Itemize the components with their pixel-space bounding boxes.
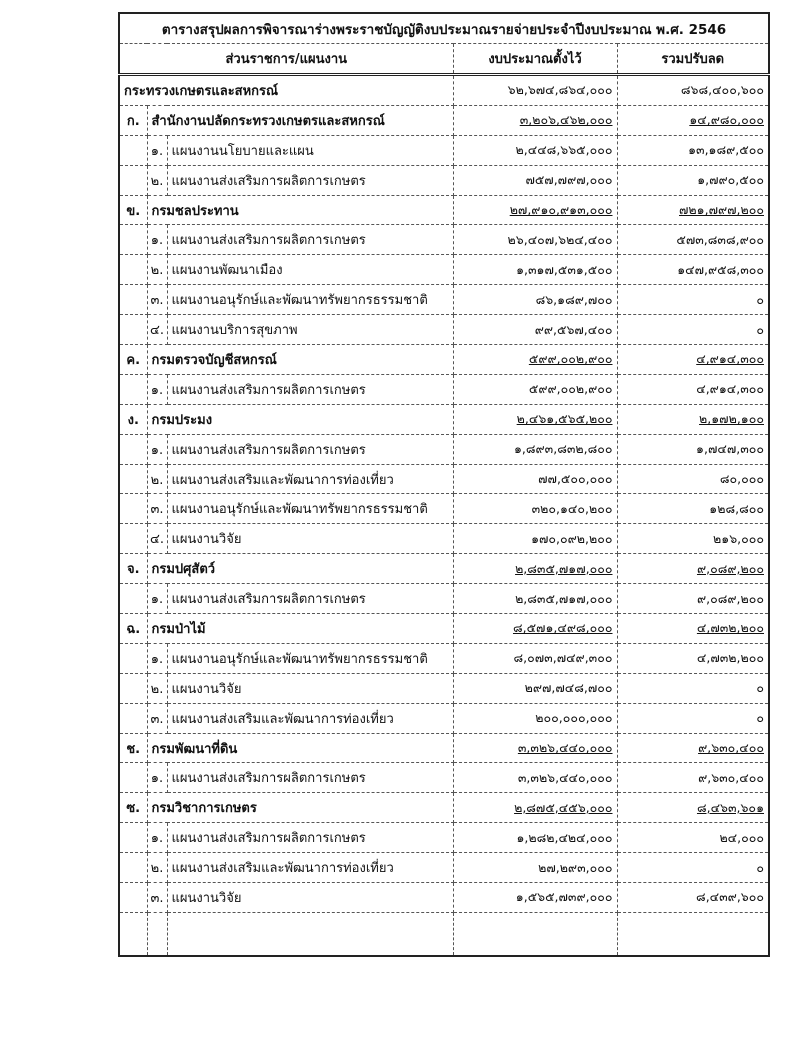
budget-cell-value: ๒๗,๙๑๐,๙๑๓,๐๐๐ xyxy=(509,202,613,217)
budget-cell xyxy=(453,554,617,584)
blank-cell xyxy=(119,524,147,554)
blank-cell xyxy=(119,135,147,165)
blank-cell xyxy=(119,763,147,793)
empty-cell xyxy=(453,912,617,956)
budget-cell xyxy=(453,285,617,315)
table-row-ministry xyxy=(119,75,769,106)
reduction-cell-value: ๕๗๓,๘๓๘,๙๐๐ xyxy=(676,231,764,247)
dept-name: กรมปศุสัตว์ xyxy=(147,554,453,584)
table-row-plan xyxy=(119,883,769,913)
reduction-cell-value: ๔,๗๓๒,๒๐๐ xyxy=(696,650,764,666)
blank-cell xyxy=(119,315,147,345)
plan-name: แผนงานอนุรักษ์และพัฒนาทรัพยากรธรรมชาติ xyxy=(167,643,453,673)
empty-cell xyxy=(119,912,147,956)
budget-cell xyxy=(453,733,617,763)
reduction-cell xyxy=(617,853,769,883)
dept-label: จ. xyxy=(119,554,147,584)
table-row-dept xyxy=(119,793,769,823)
budget-cell xyxy=(453,75,617,106)
budget-cell xyxy=(453,793,617,823)
dept-label: ก. xyxy=(119,105,147,135)
dept-name: กรมวิชาการเกษตร xyxy=(147,793,453,823)
budget-cell-value: ๗๕๗,๗๙๗,๐๐๐ xyxy=(525,172,613,188)
table-row-plan xyxy=(119,165,769,195)
plan-number: ๑. xyxy=(147,643,167,673)
plan-number: ๒. xyxy=(147,255,167,285)
blank-cell xyxy=(119,494,147,524)
reduction-cell-value: ๐ xyxy=(756,710,764,726)
budget-cell xyxy=(453,643,617,673)
blank-cell xyxy=(119,285,147,315)
plan-name: แผนงานบริการสุขภาพ xyxy=(167,315,453,345)
reduction-cell xyxy=(617,434,769,464)
empty-cell xyxy=(147,912,167,956)
table-row-plan xyxy=(119,853,769,883)
table-row-plan xyxy=(119,285,769,315)
table-row-plan xyxy=(119,315,769,345)
table-row-dept xyxy=(119,404,769,434)
reduction-cell xyxy=(617,225,769,255)
blank-cell xyxy=(119,823,147,853)
budget-cell xyxy=(453,255,617,285)
reduction-cell-value: ๒,๑๗๒,๑๐๐ xyxy=(699,411,764,427)
empty-row xyxy=(119,912,769,956)
budget-cell xyxy=(453,823,617,853)
table-row-dept xyxy=(119,554,769,584)
budget-cell-value: ๘๖,๑๘๙,๗๐๐ xyxy=(535,291,613,307)
reduction-cell-value: ๘,๔๓๙,๖๐๐ xyxy=(696,889,764,905)
reduction-cell xyxy=(617,614,769,644)
reduction-cell-value: ๔,๗๓๒,๒๐๐ xyxy=(696,620,764,636)
plan-number: ๑. xyxy=(147,584,167,614)
reduction-cell xyxy=(617,584,769,614)
dept-label: ช. xyxy=(119,733,147,763)
dept-label: ข. xyxy=(119,195,147,225)
budget-cell-value: ๒๖,๔๐๗,๖๒๔,๔๐๐ xyxy=(507,231,613,247)
table-row-plan xyxy=(119,703,769,733)
blank-cell xyxy=(119,434,147,464)
reduction-cell-value: ๙,๐๘๙,๒๐๐ xyxy=(696,590,764,606)
blank-cell xyxy=(119,374,147,404)
table-row-plan xyxy=(119,643,769,673)
reduction-cell-value: ๒๔,๐๐๐ xyxy=(719,829,764,845)
reduction-cell xyxy=(617,165,769,195)
plan-name: แผนงานส่งเสริมการผลิตการเกษตร xyxy=(167,374,453,404)
budget-cell-value: ๓,๓๒๖,๔๔๐,๐๐๐ xyxy=(517,769,613,785)
reduction-cell-value: ๐ xyxy=(756,321,764,337)
reduction-cell-value: ๐ xyxy=(756,680,764,696)
reduction-cell xyxy=(617,255,769,285)
dept-name: กรมป่าไม้ xyxy=(147,614,453,644)
blank-cell xyxy=(119,584,147,614)
reduction-cell-value: ๗๒๑,๗๙๗,๒๐๐ xyxy=(679,202,764,217)
reduction-cell-value: ๐ xyxy=(756,291,764,307)
plan-number: ๑. xyxy=(147,374,167,404)
dept-name: กรมพัฒนาที่ดิน xyxy=(147,733,453,763)
budget-cell-value: ๒๙๗,๗๔๘,๗๐๐ xyxy=(524,680,613,696)
plan-number: ๑. xyxy=(147,434,167,464)
plan-number: ๑. xyxy=(147,135,167,165)
reduction-cell xyxy=(617,883,769,913)
plan-name: แผนงานวิจัย xyxy=(167,673,453,703)
empty-cell xyxy=(167,912,453,956)
budget-cell xyxy=(453,404,617,434)
blank-cell xyxy=(119,464,147,494)
budget-cell xyxy=(453,225,617,255)
reduction-cell-value: ๘๐,๐๐๐ xyxy=(719,471,764,487)
reduction-cell-value: ๑๒๘,๘๐๐ xyxy=(709,500,764,516)
budget-cell xyxy=(453,673,617,703)
table-row-dept xyxy=(119,345,769,375)
plan-number: ๓. xyxy=(147,285,167,315)
budget-cell xyxy=(453,494,617,524)
plan-name: แผนงานส่งเสริมการผลิตการเกษตร xyxy=(167,434,453,464)
budget-cell-value: ๑,๕๖๕,๗๓๙,๐๐๐ xyxy=(515,889,613,905)
budget-cell xyxy=(453,105,617,135)
table-row-plan xyxy=(119,823,769,853)
blank-cell xyxy=(119,643,147,673)
budget-cell-value: ๖๒,๖๗๔,๘๖๔,๐๐๐ xyxy=(507,82,613,98)
table-row-plan xyxy=(119,374,769,404)
budget-cell-value: ๑,๓๑๗,๕๓๑,๕๐๐ xyxy=(516,261,613,277)
blank-cell xyxy=(119,165,147,195)
ministry-name: กระทรวงเกษตรและสหกรณ์ xyxy=(119,75,453,106)
table-row-plan xyxy=(119,225,769,255)
reduction-cell xyxy=(617,135,769,165)
budget-cell-value: ๒,๔๖๑,๕๖๕,๒๐๐ xyxy=(516,411,613,427)
reduction-cell xyxy=(617,823,769,853)
table-row-plan xyxy=(119,673,769,703)
budget-cell xyxy=(453,345,617,375)
table-row-plan xyxy=(119,464,769,494)
budget-cell xyxy=(453,374,617,404)
reduction-cell xyxy=(617,643,769,673)
empty-cell xyxy=(617,912,769,956)
budget-cell-value: ๓,๓๒๖,๔๔๐,๐๐๐ xyxy=(517,740,613,756)
reduction-cell xyxy=(617,494,769,524)
reduction-cell xyxy=(617,793,769,823)
plan-number: ๑. xyxy=(147,823,167,853)
header-budget: งบประมาณตั้งไว้ xyxy=(453,44,617,75)
budget-cell-value: ๘,๕๗๑,๔๙๘,๐๐๐ xyxy=(512,620,613,636)
budget-cell xyxy=(453,883,617,913)
table-row-plan xyxy=(119,255,769,285)
reduction-cell-value: ๑๔๗,๙๕๘,๓๐๐ xyxy=(677,261,764,277)
plan-number: ๓. xyxy=(147,494,167,524)
table-row-plan xyxy=(119,584,769,614)
blank-cell xyxy=(119,255,147,285)
plan-name: แผนงานส่งเสริมและพัฒนาการท่องเที่ยว xyxy=(167,703,453,733)
budget-cell xyxy=(453,135,617,165)
budget-cell-value: ๒,๘๗๕,๔๕๖,๐๐๐ xyxy=(514,799,613,815)
reduction-cell-value: ๑,๗๔๗,๓๐๐ xyxy=(696,441,764,457)
budget-cell xyxy=(453,464,617,494)
blank-cell xyxy=(119,225,147,255)
blank-cell xyxy=(119,703,147,733)
plan-name: แผนงานอนุรักษ์และพัฒนาทรัพยากรธรรมชาติ xyxy=(167,285,453,315)
budget-cell-value: ๕๙๙,๐๐๒,๙๐๐ xyxy=(528,351,613,367)
budget-cell-value: ๓๒๐,๑๔๐,๒๐๐ xyxy=(531,500,613,516)
plan-name: แผนงานส่งเสริมการผลิตการเกษตร xyxy=(167,584,453,614)
reduction-cell xyxy=(617,374,769,404)
budget-cell-value: ๒๐๐,๐๐๐,๐๐๐ xyxy=(535,710,613,726)
budget-cell-value: ๑,๒๘๒,๔๒๔,๐๐๐ xyxy=(516,829,613,845)
header-reduction: รวมปรับลด xyxy=(617,44,769,75)
plan-name: แผนงานพัฒนาเมือง xyxy=(167,255,453,285)
table-row-dept xyxy=(119,733,769,763)
reduction-cell-value: ๐ xyxy=(756,859,764,875)
budget-cell xyxy=(453,165,617,195)
plan-name: แผนงานส่งเสริมการผลิตการเกษตร xyxy=(167,165,453,195)
reduction-cell-value: ๙,๐๘๙,๒๐๐ xyxy=(696,560,764,576)
table-row-plan xyxy=(119,434,769,464)
plan-number: ๓. xyxy=(147,883,167,913)
plan-name: แผนงานอนุรักษ์และพัฒนาทรัพยากรธรรมชาติ xyxy=(167,494,453,524)
reduction-cell xyxy=(617,404,769,434)
reduction-cell xyxy=(617,75,769,106)
plan-name: แผนงานส่งเสริมการผลิตการเกษตร xyxy=(167,225,453,255)
table-row-plan xyxy=(119,135,769,165)
table-title: ตารางสรุปผลการพิจารณาร่างพระราชบัญญัติงบประมาณรายจ่ายประจำปีงบประมาณ พ.ศ. 2546 xyxy=(119,13,769,44)
table-row-dept xyxy=(119,195,769,225)
budget-cell-value: ๑,๘๙๓,๘๓๒,๘๐๐ xyxy=(513,441,613,457)
budget-cell xyxy=(453,524,617,554)
reduction-cell-value: ๔,๙๑๔,๓๐๐ xyxy=(696,351,764,367)
reduction-cell xyxy=(617,105,769,135)
plan-name: แผนงานวิจัย xyxy=(167,524,453,554)
reduction-cell-value: ๔,๙๑๔,๓๐๐ xyxy=(696,381,764,397)
blank-cell xyxy=(119,853,147,883)
plan-number: ๒. xyxy=(147,673,167,703)
dept-label: ง. xyxy=(119,404,147,434)
reduction-cell-value: ๑๔,๙๘๐,๐๐๐ xyxy=(689,112,764,128)
reduction-cell xyxy=(617,524,769,554)
plan-name: แผนงานวิจัย xyxy=(167,883,453,913)
plan-number: ๒. xyxy=(147,464,167,494)
budget-cell xyxy=(453,853,617,883)
reduction-cell xyxy=(617,285,769,315)
plan-name: แผนงานส่งเสริมการผลิตการเกษตร xyxy=(167,763,453,793)
budget-cell-value: ๗๗,๕๐๐,๐๐๐ xyxy=(538,471,613,487)
dept-label: ค. xyxy=(119,345,147,375)
header-unit: ส่วนราชการ/แผนงาน xyxy=(119,44,453,75)
budget-cell xyxy=(453,614,617,644)
budget-cell-value: ๒,๘๓๕,๗๑๗,๐๐๐ xyxy=(515,560,613,576)
dept-label: ฉ. xyxy=(119,614,147,644)
dept-name: กรมตรวจบัญชีสหกรณ์ xyxy=(147,345,453,375)
plan-number: ๒. xyxy=(147,165,167,195)
plan-number: ๔. xyxy=(147,315,167,345)
table-body xyxy=(119,75,769,956)
dept-name: สำนักงานปลัดกระทรวงเกษตรและสหกรณ์ xyxy=(147,105,453,135)
budget-cell-value: ๒๗,๒๙๓,๐๐๐ xyxy=(538,859,613,875)
reduction-cell xyxy=(617,673,769,703)
budget-summary-table xyxy=(118,12,770,957)
reduction-cell-value: ๘๖๘,๔๐๐,๖๐๐ xyxy=(680,82,764,98)
reduction-cell-value: ๙,๖๓๐,๔๐๐ xyxy=(698,740,764,756)
reduction-cell xyxy=(617,315,769,345)
reduction-cell-value: ๑๓,๑๘๙,๕๐๐ xyxy=(688,142,764,158)
budget-cell xyxy=(453,703,617,733)
budget-cell xyxy=(453,434,617,464)
table-row-plan xyxy=(119,494,769,524)
reduction-cell-value: ๒๑๖,๐๐๐ xyxy=(713,530,764,546)
budget-cell-value: ๑๗๐,๐๙๒,๒๐๐ xyxy=(531,530,613,546)
plan-name: แผนงานนโยบายและแผน xyxy=(167,135,453,165)
table-row-plan xyxy=(119,763,769,793)
reduction-cell-value: ๙,๖๓๐,๔๐๐ xyxy=(698,769,764,785)
table-row-dept xyxy=(119,105,769,135)
plan-number: ๑. xyxy=(147,763,167,793)
table-row-plan xyxy=(119,524,769,554)
plan-number: ๓. xyxy=(147,703,167,733)
budget-cell-value: ๕๙๙,๐๐๒,๙๐๐ xyxy=(528,381,613,397)
budget-cell xyxy=(453,195,617,225)
dept-name: กรมประมง xyxy=(147,404,453,434)
budget-cell xyxy=(453,315,617,345)
reduction-cell xyxy=(617,703,769,733)
budget-cell-value: ๓,๒๐๖,๔๖๒,๐๐๐ xyxy=(519,112,613,128)
dept-name: กรมชลประทาน xyxy=(147,195,453,225)
reduction-cell-value: ๑,๗๙๐,๕๐๐ xyxy=(697,172,764,188)
reduction-cell xyxy=(617,733,769,763)
reduction-cell xyxy=(617,554,769,584)
budget-cell xyxy=(453,584,617,614)
reduction-cell xyxy=(617,195,769,225)
plan-name: แผนงานส่งเสริมและพัฒนาการท่องเที่ยว xyxy=(167,853,453,883)
budget-cell-value: ๒,๔๔๘,๖๖๕,๐๐๐ xyxy=(515,142,613,158)
plan-name: แผนงานส่งเสริมและพัฒนาการท่องเที่ยว xyxy=(167,464,453,494)
reduction-cell xyxy=(617,464,769,494)
blank-cell xyxy=(119,883,147,913)
budget-cell-value: ๙๙,๕๖๗,๔๐๐ xyxy=(534,321,613,337)
budget-cell-value: ๒,๘๓๕,๗๑๗,๐๐๐ xyxy=(515,590,613,606)
reduction-cell xyxy=(617,763,769,793)
dept-label: ซ. xyxy=(119,793,147,823)
plan-number: ๑. xyxy=(147,225,167,255)
blank-cell xyxy=(119,673,147,703)
plan-number: ๔. xyxy=(147,524,167,554)
reduction-cell-value: ๘,๔๖๓,๖๐๑ xyxy=(696,799,764,815)
reduction-cell xyxy=(617,345,769,375)
budget-cell-value: ๘,๐๗๓,๗๔๙,๓๐๐ xyxy=(513,650,613,666)
plan-name: แผนงานส่งเสริมการผลิตการเกษตร xyxy=(167,823,453,853)
budget-cell xyxy=(453,763,617,793)
plan-number: ๒. xyxy=(147,853,167,883)
table-row-dept xyxy=(119,614,769,644)
